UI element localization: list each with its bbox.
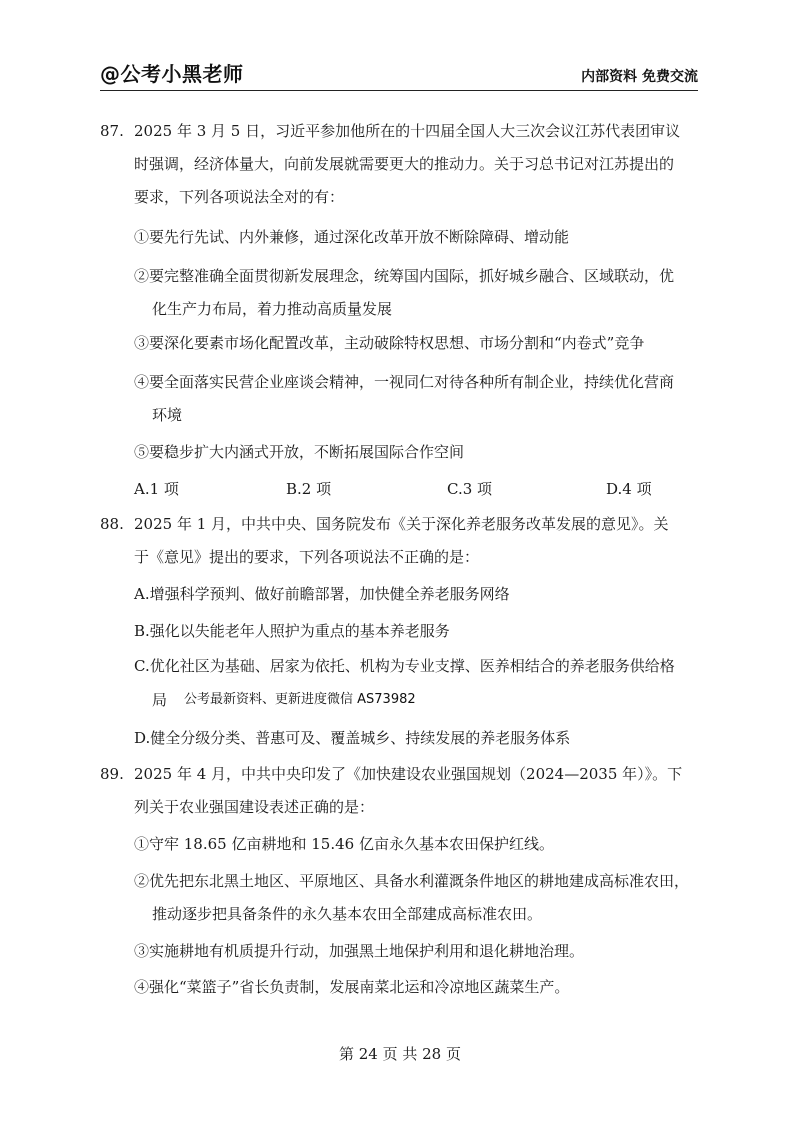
question-stem-line: 列关于农业强国建设表述正确的是： [134,798,375,816]
statement-item-2: ②优先把东北黑土地区、平原地区、具备水利灌溉条件地区的耕地建成高标准农田， [134,872,690,890]
question-stem-line: 要求，下列各项说法全对的有： [134,188,345,206]
statement-item-4-cont: 环境 [152,406,183,424]
statement-item-2-cont: 化生产力布局，着力推动高质量发展 [152,300,393,318]
choice-a: A.增强科学预判、做好前瞻部署，加快健全养老服务网络 [134,585,510,603]
option-a: A.1 项 [134,480,179,498]
question-stem-line: 2025 年 3 月 5 日，习近平参加他所在的十四届全国人大三次会议江苏代表团审议 [134,122,681,140]
question-stem-line: 时强调，经济体量大，向前发展就需要更大的推动力。关于习总书记对江苏提出的 [134,155,675,173]
header-right-text: 内部资料 免费交流 [581,69,698,85]
page-number: 第 24 页 共 28 页 [338,1045,461,1063]
question-stem-line: 于《意见》提出的要求，下列各项说法不正确的是： [134,548,480,566]
header-title: @公考小黑老师 [100,62,244,86]
statement-item-5: ⑤要稳步扩大内涵式开放，不断拓展国际合作空间 [134,443,465,461]
choice-b: B.强化以失能老年人照护为重点的基本养老服务 [134,622,450,640]
statement-item-1: ①要先行先试、内外兼修，通过深化改革开放不断除障碍、增动能 [134,228,570,246]
question-number: 89. [100,765,124,783]
option-c: C.3 项 [447,480,493,498]
statement-item-4: ④强化“菜篮子”省长负责制，发展南菜北运和冷凉地区蔬菜生产。 [134,978,570,996]
choice-c-cont: 局 [152,691,168,709]
page-header [100,60,698,91]
statement-item-3: ③要深化要素市场化配置改革，主动破除特权思想、市场分割和“内卷式”竞争 [134,334,645,352]
page-footer [0,1044,800,1064]
statement-item-2-cont: 推动逐步把具备条件的永久基本农田全部建成高标准农田。 [152,905,543,923]
question-stem-line: 2025 年 1 月，中共中央、国务院发布《关于深化养老服务改革发展的意见》。关 [134,515,669,533]
question-stem-line: 2025 年 4 月，中共中央印发了《加快建设农业强国规划（2024—2035 年）》。下 [134,765,683,783]
question-number: 88. [100,515,124,533]
option-b: B.2 项 [286,480,332,498]
statement-item-3: ③实施耕地有机质提升行动，加强黑土地保护利用和退化耕地治理。 [134,942,585,960]
choice-d: D.健全分级分类、普惠可及、覆盖城乡、持续发展的养老服务体系 [134,729,571,747]
statement-item-2: ②要完整准确全面贯彻新发展理念，统筹国内国际，抓好城乡融合、区域联动，优 [134,267,675,285]
statement-item-4: ④要全面落实民营企业座谈会精神，一视同仁对待各种所有制企业，持续优化营商 [134,373,675,391]
statement-item-1: ①守牢 18.65 亿亩耕地和 15.46 亿亩永久基本农田保护红线。 [134,835,554,853]
watermark-text: 公考最新资料、更新进度微信 AS73982 [184,692,416,707]
question-number: 87. [100,122,124,140]
option-d: D.4 项 [606,480,652,498]
choice-c: C.优化社区为基础、居家为依托、机构为专业支撑、医养相结合的养老服务供给格 [134,657,675,675]
